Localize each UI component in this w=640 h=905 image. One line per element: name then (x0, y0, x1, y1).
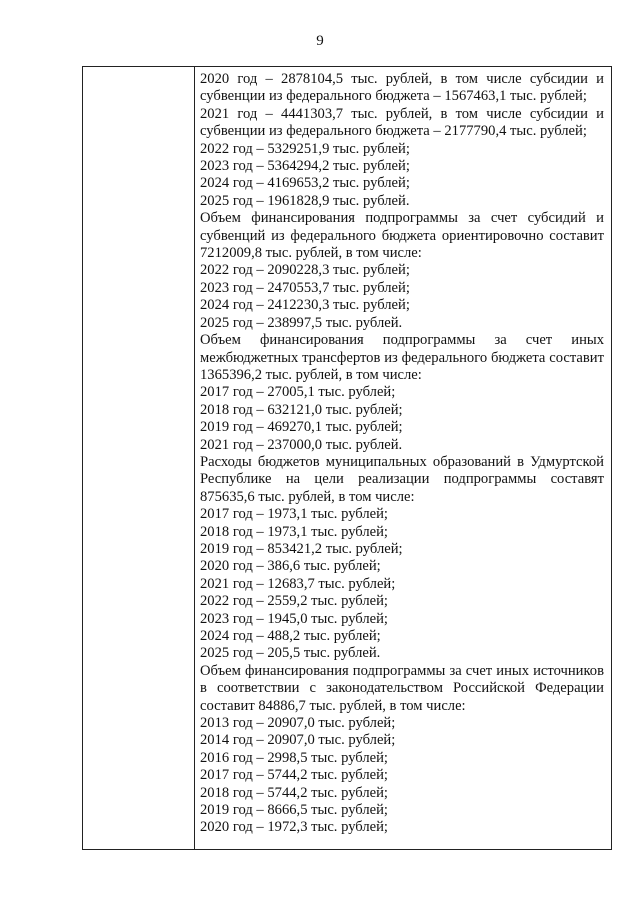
list-item: 2024 год – 488,2 тыс. рублей; (200, 628, 381, 644)
list-item: 2018 год – 5744,2 тыс. рублей; (200, 784, 388, 801)
list-item: 2025 год – 205,5 тыс. рублей. (200, 645, 381, 662)
interbudget-transfers-intro: Объем финансирования подпрограммы за счет иных межбюджетных трансфертов из федерального бюджета составит 1365396,2 тыс. рублей, в том числе: (200, 332, 604, 383)
list-item: 2017 год – 1973,1 тыс. рублей; (200, 506, 388, 523)
list-item: 2019 год – 8666,5 тыс. рублей; (200, 802, 388, 819)
list-item: 2020 год – 1972,3 тыс. рублей; (200, 819, 388, 836)
financing-table (82, 66, 612, 850)
list-item: 2024 год – 2412230,3 тыс. рублей; (200, 297, 410, 314)
list-item: 2020 год – 386,6 тыс. рублей; (200, 558, 381, 575)
federal-subsidies-intro: Объем финансирования подпрограммы за счет субсидий и субвенций из федерального бюджета ориентировочно составит 7212009,8 тыс. рублей, в том числе: (200, 210, 604, 262)
list-item: 2023 год – 2470553,7 тыс. рублей; (200, 279, 410, 296)
list-item: 2018 год – 632121,0 тыс. рублей; (200, 401, 403, 418)
financing-2020: 2020 год – 2878104,5 тыс. рублей, в том числе субсидии и субвенции из федерального бюджета – 1567463,1 тыс. рублей; (200, 71, 604, 105)
list-item: 2018 год – 1973,1 тыс. рублей; (200, 523, 388, 540)
list-item: 2017 год – 5744,2 тыс. рублей; (200, 767, 388, 784)
list-item: 2019 год – 469270,1 тыс. рублей; (200, 419, 403, 436)
list-item: 2022 год – 2090228,3 тыс. рублей; (200, 262, 410, 279)
page-number: 9 (316, 33, 324, 49)
list-item: 2022 год – 2559,2 тыс. рублей; (200, 593, 388, 610)
list-item: 2019 год – 853421,2 тыс. рублей; (200, 540, 403, 557)
list-item: 2024 год – 4169653,2 тыс. рублей; (200, 175, 410, 192)
list-item: 2021 год – 237000,0 тыс. рублей. (200, 436, 403, 453)
list-item: 2017 год – 27005,1 тыс. рублей; (200, 384, 396, 401)
municipal-budgets-intro: Расходы бюджетов муниципальных образований в Удмуртской Республике на цели реализации подпрограммы составят 875635,6 тыс. рублей, в том числе: (200, 453, 604, 505)
other-sources-intro: Объем финансирования подпрограммы за счет иных источников в соответствии с законодательством Российской Федерации составит 84886,7 тыс. рублей, в том числе: (200, 662, 604, 714)
list-item: 2023 год – 1945,0 тыс. рублей; (200, 610, 388, 627)
list-item: 2021 год – 12683,7 тыс. рублей; (200, 575, 396, 592)
table-right-column (200, 71, 604, 837)
list-item: 2013 год – 20907,0 тыс. рублей; (200, 715, 396, 732)
list-item: 2023 год – 5364294,2 тыс. рублей; (200, 158, 410, 175)
list-item: 2016 год – 2998,5 тыс. рублей; (200, 749, 388, 766)
table-left-column (83, 67, 195, 849)
list-item: 2025 год – 238997,5 тыс. рублей. (200, 314, 403, 331)
list-item: 2025 год – 1961828,9 тыс. рублей. (200, 192, 410, 209)
list-item: 2022 год – 5329251,9 тыс. рублей; (200, 140, 410, 157)
financing-2021: 2021 год – 4441303,7 тыс. рублей, в том числе субсидии и субвенции из федерального бюджета – 2177790,4 тыс. рублей; (200, 105, 604, 140)
list-item: 2014 год – 20907,0 тыс. рублей; (200, 732, 396, 749)
